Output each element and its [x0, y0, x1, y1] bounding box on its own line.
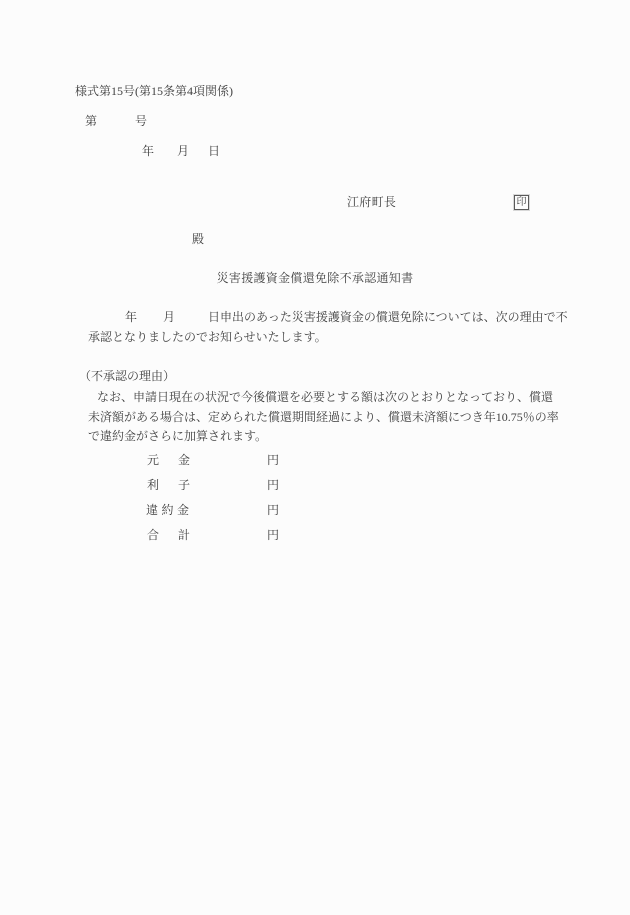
- seal-box: [514, 195, 529, 210]
- body-date-month-label: 月: [163, 310, 176, 324]
- body-date-year-label: 年: [125, 310, 138, 324]
- date-month-label: 月: [177, 144, 190, 158]
- note-line2: 未済額がある場合は、定められた償還期間経過により、償還未済額につき年10.75％の率: [88, 410, 559, 424]
- sender-mayor-name: 江府町長: [347, 195, 397, 209]
- body-paragraph-line2: 承認となりましたのでお知らせいたします。: [88, 330, 327, 344]
- doc-number-suffix: 号: [135, 114, 148, 128]
- amount-unit-penalty: 円: [267, 503, 280, 517]
- document-title: 災害援護資金償還免除不承認通知書: [216, 271, 414, 285]
- note-line1: なお、申請日現在の状況で今後償還を必要とする額は次のとおりとなっており、償還: [97, 390, 554, 404]
- doc-number-prefix: 第: [85, 114, 98, 128]
- amount-label-penalty: 違約金: [146, 503, 193, 517]
- date-day-label: 日: [208, 144, 221, 158]
- amount-unit-total: 円: [267, 528, 280, 542]
- reason-heading: （不承認の理由）: [79, 369, 176, 383]
- amount-label-interest: 利 子: [147, 478, 194, 492]
- date-year-label: 年: [142, 144, 155, 158]
- amount-unit-principal: 円: [267, 453, 280, 467]
- note-line3: で違約金がさらに加算されます。: [88, 429, 268, 443]
- body-paragraph-line1: 日申出のあった災害援護資金の償還免除については、次の理由で不: [208, 310, 568, 324]
- seal-icon: 印: [516, 196, 527, 208]
- form-number: 様式第15号(第15条第4項関係): [75, 84, 233, 98]
- amount-label-total: 合 計: [147, 528, 194, 542]
- addressee-honorific: 殿: [192, 232, 205, 246]
- amount-label-principal: 元 金: [147, 453, 194, 467]
- amount-unit-interest: 円: [267, 478, 280, 492]
